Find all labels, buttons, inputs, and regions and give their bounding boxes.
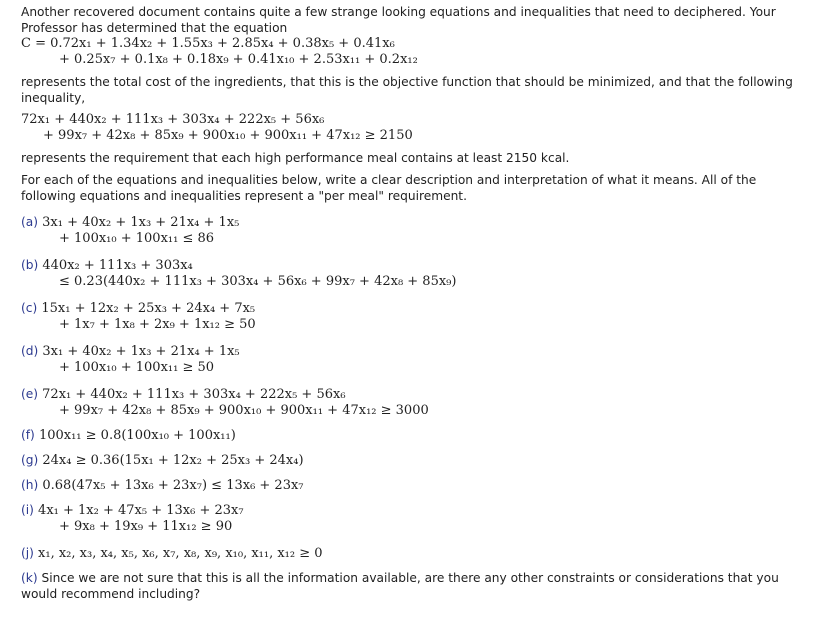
item-e: [21, 386, 811, 419]
item-c: [21, 300, 811, 333]
item-g: [21, 452, 811, 469]
item-k-text: Since we are not sure that this is all the information available, are there any other constraints or considerations that you would recommend including?: [21, 571, 779, 601]
item-e-line-2: + 99x₇ + 42x₈ + 85x₉ + 900x₁₀ + 900x₁₁ + 47x₁₂ ≥ 3000: [59, 403, 429, 418]
item-e-line-1: 72x₁ + 440x₂ + 111x₃ + 303x₄ + 222x₅ + 56x₆: [42, 387, 346, 402]
item-j-label: (j): [21, 546, 34, 560]
item-c-line-2: + 1x₇ + 1x₈ + 2x₉ + 1x₁₂ ≥ 50: [59, 317, 256, 332]
item-i-label: (i): [21, 503, 34, 517]
item-d-label: (d): [21, 344, 39, 358]
intro-text: Another recovered document contains quite a few strange looking equations and inequalities that need to deciphered. Your Professor has determined that the equation: [21, 5, 776, 35]
item-j: [21, 545, 811, 562]
item-a: [21, 214, 811, 247]
kcal-line-1: 72x₁ + 440x₂ + 111x₃ + 303x₄ + 222x₅ + 56x₆: [21, 112, 325, 127]
item-i: [21, 502, 811, 535]
item-f-text: 100x₁₁ ≥ 0.8(100x₁₀ + 100x₁₁): [38, 428, 236, 443]
item-i-line-2: + 9x₈ + 19x₉ + 11x₁₂ ≥ 90: [59, 519, 233, 534]
objective-description: represents the total cost of the ingredients, that this is the objective function that should be minimized, and that the following inequality,: [21, 75, 793, 105]
objective-line-1: C = 0.72x₁ + 1.34x₂ + 1.55x₃ + 2.85x₄ + 0.38x₅ + 0.41x₆: [21, 36, 395, 51]
item-b-line-2: ≤ 0.23(440x₂ + 111x₃ + 303x₄ + 56x₆ + 99x₇ + 42x₈ + 85x₉): [59, 274, 457, 289]
kcal-description: represents the requirement that each high performance meal contains at least 2150 kcal.: [21, 151, 570, 165]
kcal-line-2: + 99x₇ + 42x₈ + 85x₉ + 900x₁₀ + 900x₁₁ + 47x₁₂ ≥ 2150: [43, 128, 413, 143]
item-a-label: (a): [21, 215, 38, 229]
document: [21, 4, 811, 602]
item-d-line-2: + 100x₁₀ + 100x₁₁ ≥ 50: [59, 360, 215, 375]
item-b-line-1: 440x₂ + 111x₃ + 303x₄: [42, 258, 193, 273]
item-k-label: (k): [21, 571, 38, 585]
item-g-text: 24x₄ ≥ 0.36(15x₁ + 12x₂ + 25x₃ + 24x₄): [42, 453, 304, 468]
item-k: [21, 570, 811, 602]
item-j-text: x₁, x₂, x₃, x₄, x₅, x₆, x₇, x₈, x₉, x₁₀, x₁₁, x₁₂ ≥ 0: [38, 546, 323, 561]
instructions-text: For each of the equations and inequalities below, write a clear description and interpretation of what it means. All of the following equations and inequalities represent a "per meal" requirement.: [21, 173, 757, 203]
objective-line-2: + 0.25x₇ + 0.1x₈ + 0.18x₉ + 0.41x₁₀ + 2.53x₁₁ + 0.2x₁₂: [59, 52, 418, 67]
item-a-line-1: 3x₁ + 40x₂ + 1x₃ + 21x₄ + 1x₅: [42, 215, 240, 230]
item-c-label: (c): [21, 301, 38, 315]
item-c-line-1: 15x₁ + 12x₂ + 25x₃ + 24x₄ + 7x₅: [41, 301, 256, 316]
item-h-text: 0.68(47x₅ + 13x₆ + 23x₇) ≤ 13x₆ + 23x₇: [42, 478, 304, 493]
item-h-label: (h): [21, 478, 39, 492]
item-g-label: (g): [21, 453, 39, 467]
item-h: [21, 477, 811, 494]
item-b-label: (b): [21, 258, 39, 272]
item-f-label: (f): [21, 428, 35, 442]
item-d: [21, 343, 811, 376]
item-i-line-1: 4x₁ + 1x₂ + 47x₅ + 13x₆ + 23x₇: [38, 503, 244, 518]
item-d-line-1: 3x₁ + 40x₂ + 1x₃ + 21x₄ + 1x₅: [42, 344, 240, 359]
item-f: [21, 427, 811, 444]
item-e-label: (e): [21, 387, 39, 401]
item-b: [21, 257, 811, 290]
item-a-line-2: + 100x₁₀ + 100x₁₁ ≤ 86: [59, 231, 215, 246]
